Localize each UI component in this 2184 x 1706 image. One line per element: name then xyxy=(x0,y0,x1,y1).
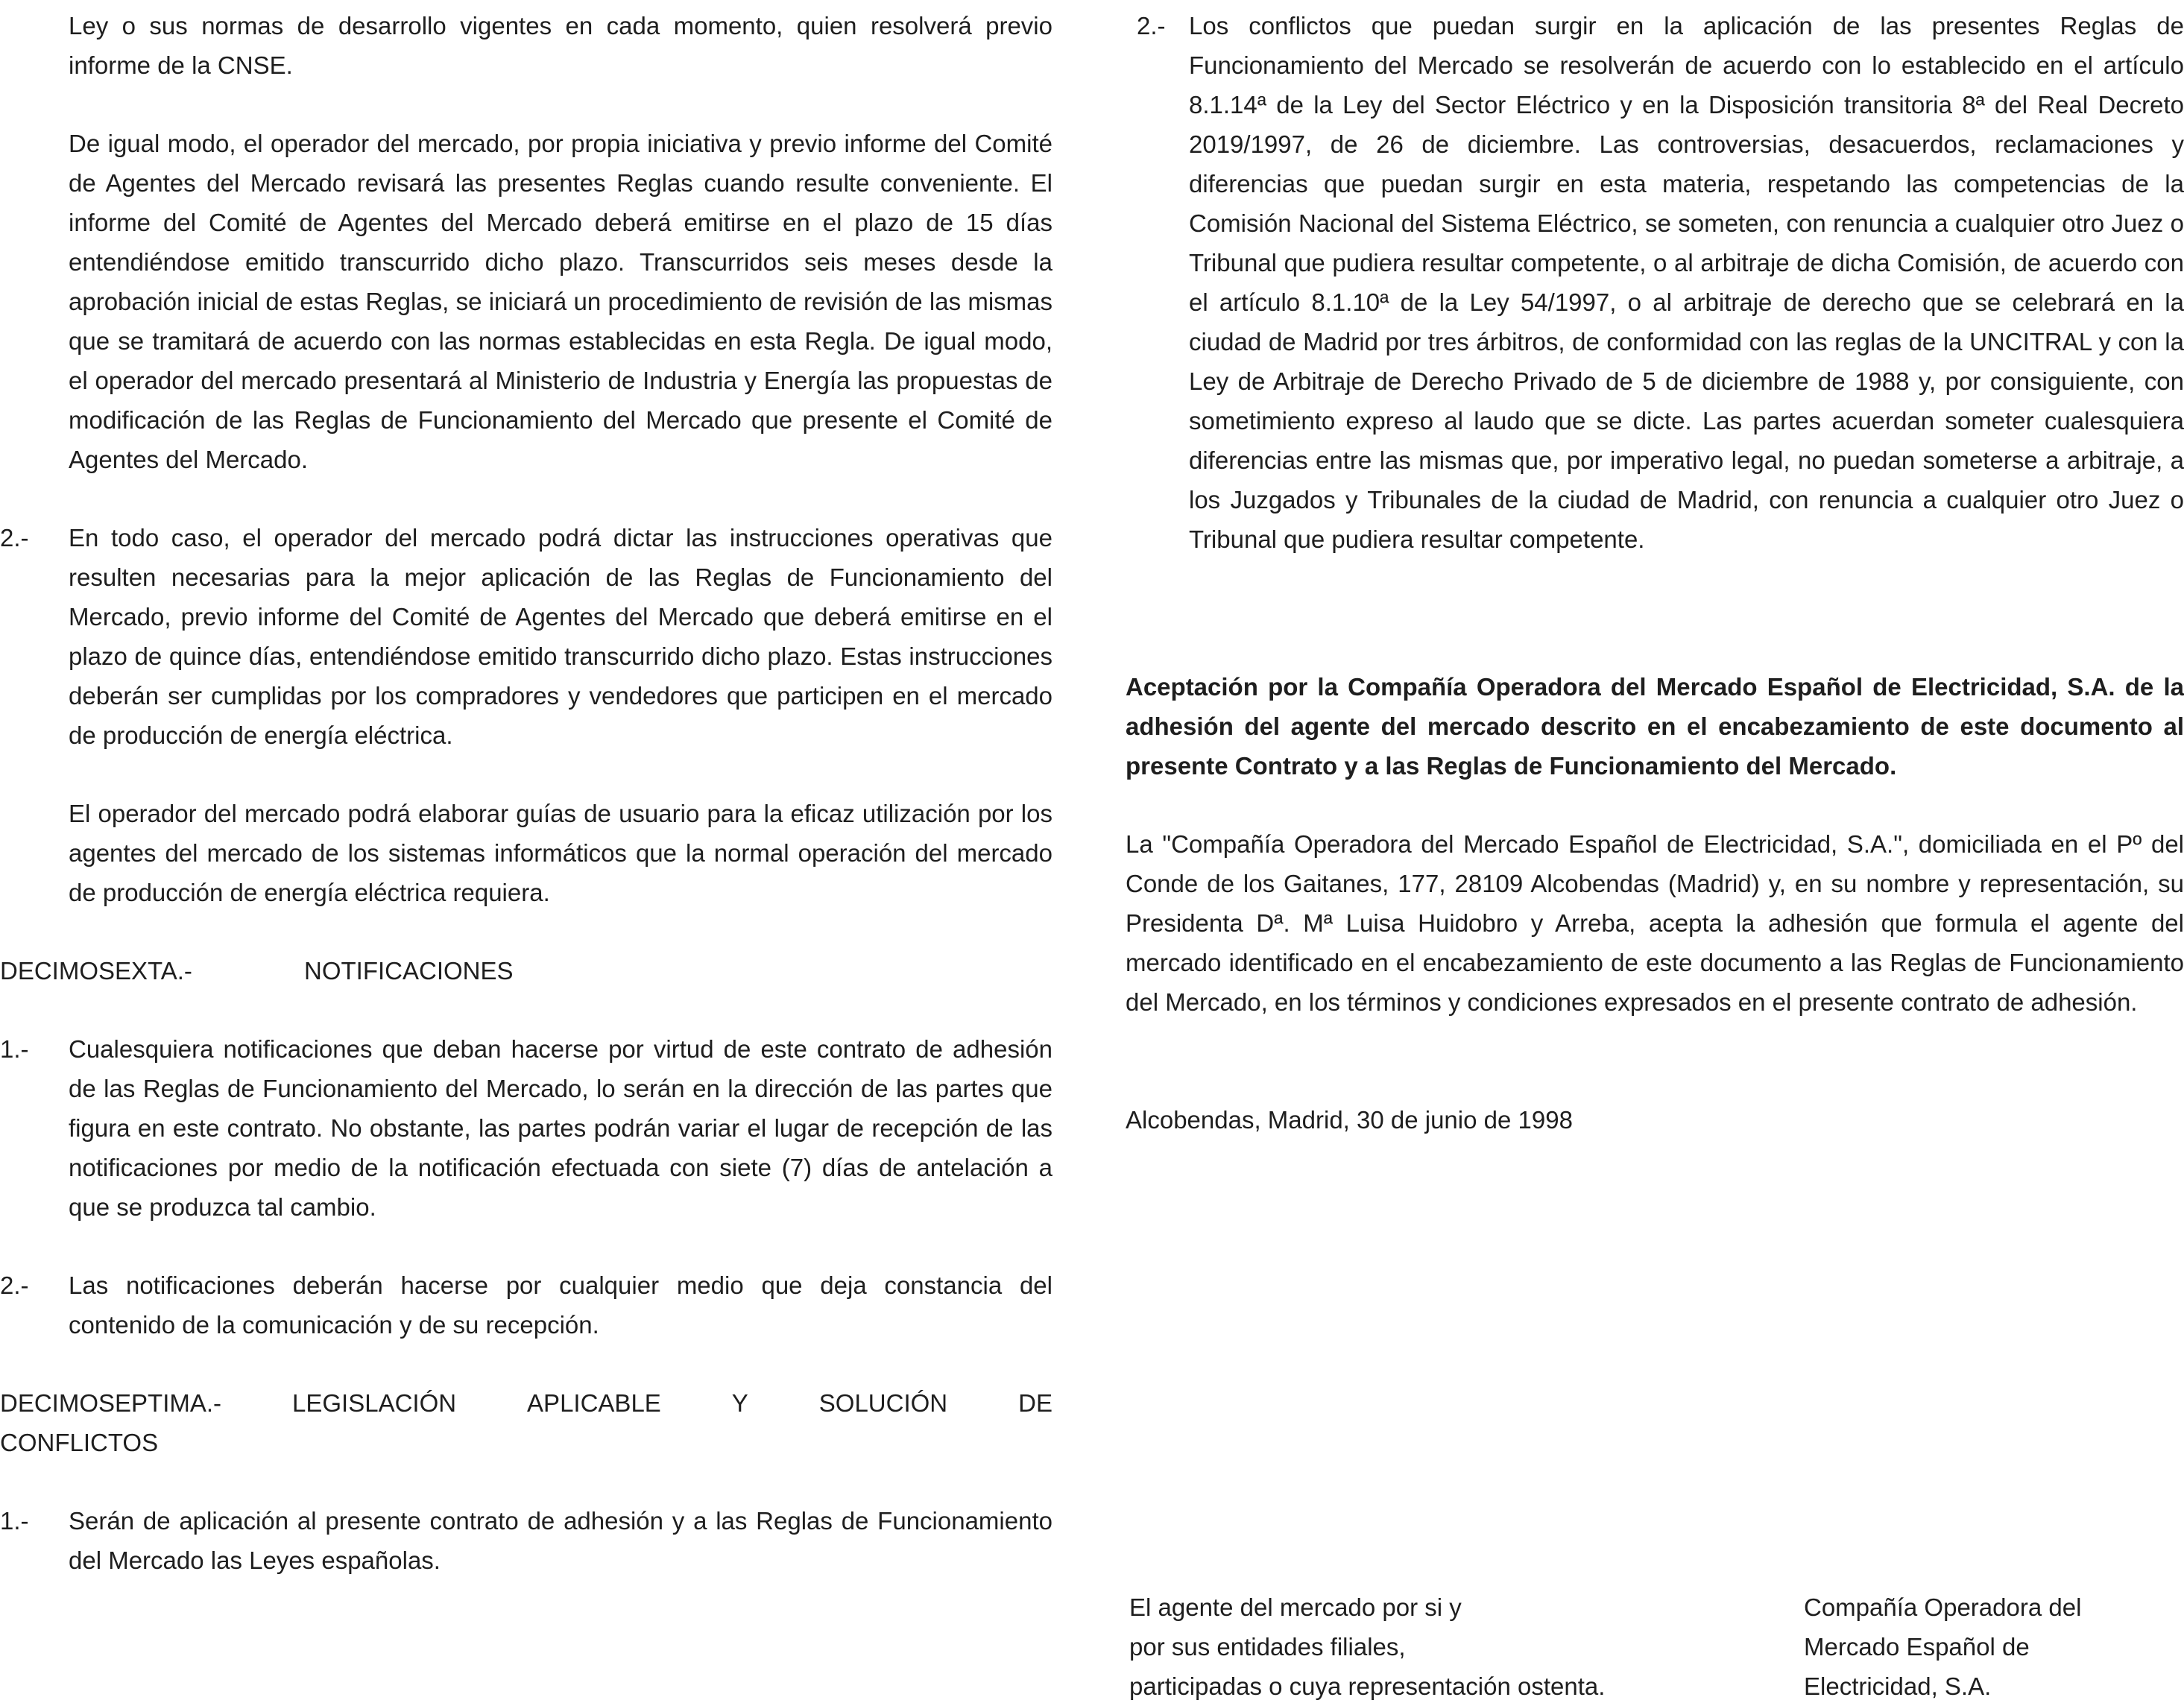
signature-line: Electricidad, S.A. xyxy=(1804,1672,1992,1700)
intro-continuation: Ley o sus normas de desarrollo vigentes en cada momento, quien resolverá previo informe de la CNSE. xyxy=(69,12,1052,79)
item-number: 2.- xyxy=(1137,12,1166,40)
heading-word: LEGISLACIÓN xyxy=(292,1389,457,1417)
section-17-heading xyxy=(0,1383,1052,1462)
item-number: 1.- xyxy=(0,1507,29,1535)
signature-line: Compañía Operadora del xyxy=(1804,1593,2082,1621)
conflicts-item-2 xyxy=(1126,6,2184,559)
item-text: Cualesquiera notificaciones que deban hacerse por virtud de este contrato de adhesión de las Reglas de Funcionamiento del Mercado, lo serán en la dirección de las partes que figura en este contrato. No obstante, las partes podrán variar el lugar de recepción de las notificaciones por medio de la notificación efectuada con siete (7) días de antelación a que se produzca tal cambio. xyxy=(69,1035,1052,1221)
item-number: 1.- xyxy=(0,1035,29,1063)
section-16-heading xyxy=(0,951,1052,991)
signature-line: por sus entidades filiales, xyxy=(1129,1633,1406,1661)
place-and-date: Alcobendas, Madrid, 30 de junio de 1998 xyxy=(1126,1106,1573,1134)
rule-item-2 xyxy=(0,518,1052,755)
signature-line: participadas o cuya representación ostenta. xyxy=(1129,1672,1606,1700)
item-number: 2.- xyxy=(0,1271,29,1299)
signature-line: El agente del mercado por si y xyxy=(1129,1593,1462,1621)
section-16-title: NOTIFICACIONES xyxy=(304,957,514,985)
item-text: Los conflictos que puedan surgir en la aplicación de las presentes Reglas de Funcionamiento del Mercado se resolverán de acuerdo con lo establecido en el artículo 8.1.14ª de la Ley del Sector Eléctrico y en la Disposición transitoria 8ª del Real Decreto 2019/1997, de 26 de diciembre. Las controversias, desacuerdos, reclamaciones y diferencias que puedan surgir en esta materia, respetando las competencias de la Comisión Nacional del Sistema Eléctrico, se someten, con renuncia a cualquier otro Juez o Tribunal que pudiera resultar competente, o al arbitraje de dicha Comisión, de acuerdo con el artículo 8.1.10ª de la Ley 54/1997, o al arbitraje de derecho que se celebrará en la ciudad de Madrid por tres árbitros, de conformidad con las reglas de la UNCITRAL y con la Ley de Arbitraje de Derecho Privado de 5 de diciembre de 1988 y, por consiguiente, con sometimiento expreso al laudo que se dicte. Las partes acuerdan someter cualesquiera diferencias entre las mismas que, por imperativo legal, no puedan someterse a arbitraje, a los Juzgados y Tribunales de la ciudad de Madrid, con renuncia a cualquier otro Juez o Tribunal que pudiera resultar competente. xyxy=(1189,12,2184,553)
user-guides-paragraph: El operador del mercado podrá elaborar guías de usuario para la eficaz utilización por los agentes del mercado de los sistemas informáticos que la normal operación del mercado de producción de energía eléctrica requiera. xyxy=(69,800,1052,906)
heading-word: DE xyxy=(1018,1389,1052,1417)
heading-word: SOLUCIÓN xyxy=(818,1389,948,1417)
agent-signature-caption xyxy=(1129,1587,1804,1706)
section-17-label: DECIMOSEPTIMA.- xyxy=(0,1389,222,1417)
section-17-title-line-2: CONFLICTOS xyxy=(0,1429,159,1456)
item-text: Serán de aplicación al presente contrato de adhesión y a las Reglas de Funcionamiento del Mercado las Leyes españolas. xyxy=(69,1507,1052,1574)
heading-word: Y xyxy=(731,1389,748,1417)
notifications-item-2 xyxy=(0,1266,1052,1345)
left-column xyxy=(0,6,1052,1619)
right-column xyxy=(1126,6,2184,1140)
item-number: 2.- xyxy=(0,524,29,552)
signature-line: Mercado Español de xyxy=(1804,1633,2030,1661)
revision-paragraph: De igual modo, el operador del mercado, por propia iniciativa y previo informe del Comité de Agentes del Mercado revisará las presentes Reglas cuando resulte conveniente. El informe del Comité de Agentes del Mercado deberá emitirse en el plazo de 15 días entendiéndose emitido transcurrido dicho plazo. Transcurridos seis meses desde la aprobación inicial de estas Reglas, se iniciará un procedimiento de revisión de las mismas que se tramitará de acuerdo con las normas establecidas en esta Regla. De igual modo, el operador del mercado presentará al Ministerio de Industria y Energía las propuestas de modificación de las Reglas de Funcionamiento del Mercado que presente el Comité de Agentes del Mercado. xyxy=(69,130,1052,473)
item-text: En todo caso, el operador del mercado podrá dictar las instrucciones operativas que resulten necesarias para la mejor aplicación de las Reglas de Funcionamiento del Mercado, previo informe del Comité de Agentes del Mercado que deberá emitirse en el plazo de quince días, entendiéndose emitido transcurrido dicho plazo. Estas instrucciones deberán ser cumplidas por los compradores y vendedores que participen en el mercado de producción de energía eléctrica. xyxy=(69,524,1052,749)
company-signature-caption xyxy=(1804,1587,2177,1706)
notifications-item-1 xyxy=(0,1029,1052,1227)
acceptance-heading: Aceptación por la Compañía Operadora del Mercado Español de Electricidad, S.A. de la adhesión del agente del mercado descrito en el encabezamiento de este documento al presente Contrato y a las Reglas de Funcionamiento del Mercado. xyxy=(1126,673,2184,780)
section-16-label: DECIMOSEXTA.- xyxy=(0,957,192,985)
signature-block xyxy=(1129,1587,2184,1706)
acceptance-paragraph: La "Compañía Operadora del Mercado Español de Electricidad, S.A.", domiciliada en el Pº del Conde de los Gaitanes, 177, 28109 Alcobendas (Madrid) y, en su nombre y representación, su Presidenta Dª. Mª Luisa Huidobro y Arreba, acepta la adhesión que formula el agente del mercado identificado en el encabezamiento de este documento a las Reglas de Funcionamiento del Mercado, en los términos y condiciones expresados en el presente contrato de adhesión. xyxy=(1126,830,2184,1016)
heading-word: APLICABLE xyxy=(527,1389,661,1417)
item-text: Las notificaciones deberán hacerse por cualquier medio que deja constancia del contenido de la comunicación y de su recepción. xyxy=(69,1271,1052,1339)
legislation-item-1 xyxy=(0,1501,1052,1580)
